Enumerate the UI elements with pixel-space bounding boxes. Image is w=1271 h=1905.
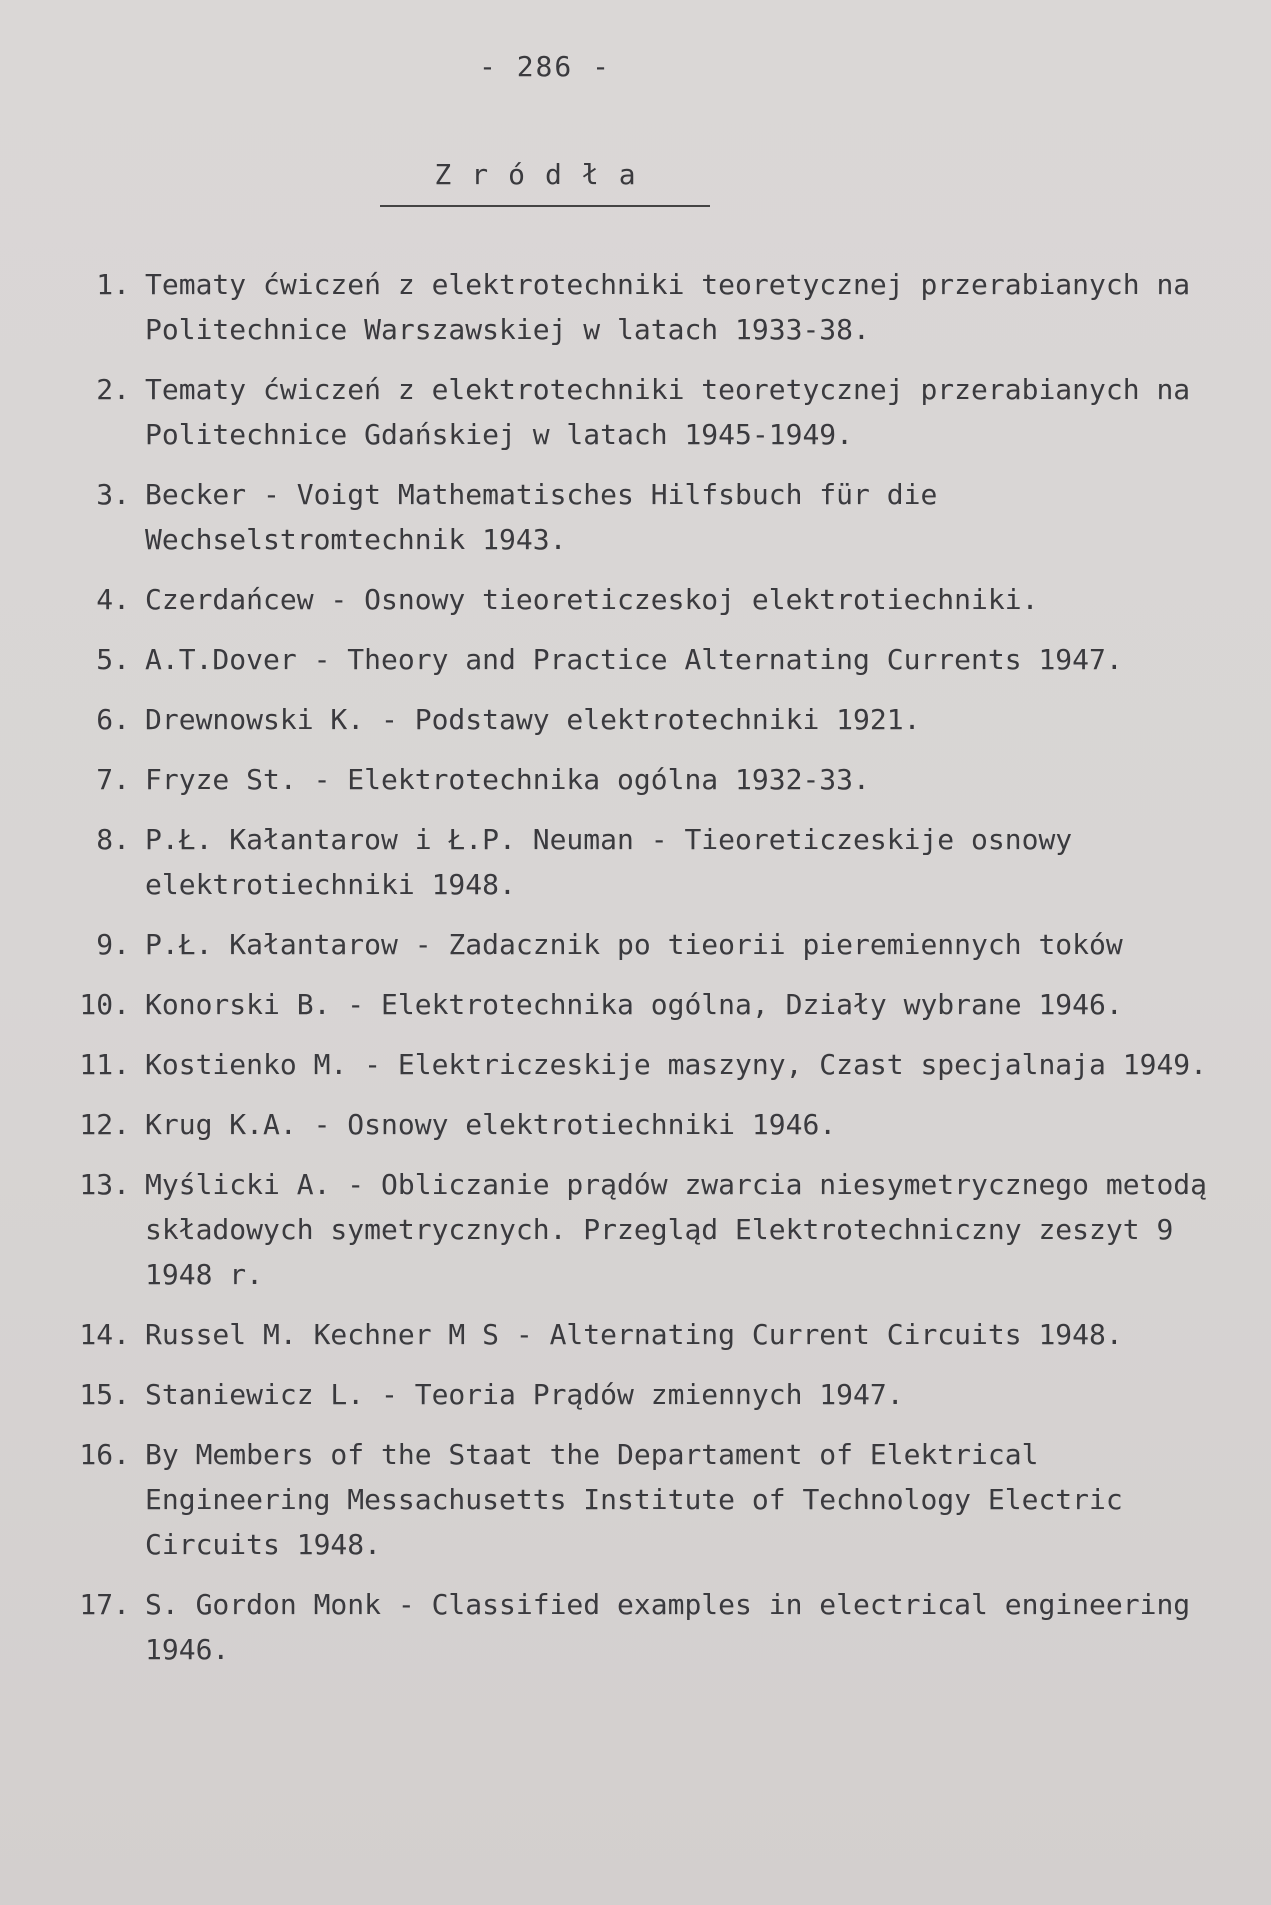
list-item <box>50 367 1240 457</box>
item-text: A.T.Dover - Theory and Practice Alternating Currents 1947. <box>145 643 1123 676</box>
item-number: 12. <box>79 1108 130 1141</box>
item-number: 11. <box>79 1048 130 1081</box>
item-number: 2. <box>96 373 130 406</box>
item-text: Tematy ćwiczeń z elektrotechniki teoretycznej przerabianych na Politechnice Warszawskiej w latach 1933-38. <box>145 268 1191 346</box>
list-item <box>50 922 1240 967</box>
list-item <box>50 1102 1240 1147</box>
list-item <box>50 817 1240 907</box>
item-number: 7. <box>96 763 130 796</box>
list-item <box>50 1432 1240 1567</box>
item-number: 3. <box>96 478 130 511</box>
item-text: Krug K.A. - Osnowy elektrotiechniki 1946. <box>145 1108 837 1141</box>
item-number: 15. <box>79 1378 130 1411</box>
item-text: S. Gordon Monk - Classified examples in electrical engineering 1946. <box>145 1588 1191 1666</box>
list-item <box>50 637 1240 682</box>
item-text: By Members of the Staat the Departament of Elektrical Engineering Messachusetts Institute of Technology Electric Circuits 1948. <box>145 1438 1123 1561</box>
item-text: Czerdańcew - Osnowy tieoreticzeskoj elektrotiechniki. <box>145 583 1039 616</box>
item-number: 8. <box>96 823 130 856</box>
item-number: 4. <box>96 583 130 616</box>
item-text: Staniewicz L. - Teoria Prądów zmiennych 1947. <box>145 1378 904 1411</box>
item-number: 17. <box>79 1588 130 1621</box>
item-number: 6. <box>96 703 130 736</box>
list-item <box>50 1312 1240 1357</box>
list-item <box>50 1582 1240 1672</box>
item-text: Konorski B. - Elektrotechnika ogólna, Działy wybrane 1946. <box>145 988 1123 1021</box>
item-number: 9. <box>96 928 130 961</box>
list-item <box>50 697 1240 742</box>
item-number: 16. <box>79 1438 130 1471</box>
list-item <box>50 472 1240 562</box>
list-item <box>50 577 1240 622</box>
item-text: P.Ł. Kałantarow - Zadacznik po tieorii pieremiennych toków <box>145 928 1123 961</box>
item-number: 5. <box>96 643 130 676</box>
item-text: Kostienko M. - Elektriczeskije maszyny, Czast specjalnaja 1949. <box>145 1048 1208 1081</box>
item-text: Drewnowski K. - Podstawy elektrotechniki 1921. <box>145 703 921 736</box>
page-title: Zródła <box>380 158 710 207</box>
item-text: Myślicki A. - Obliczanie prądów zwarcia niesymetrycznego metodą składowych symetrycznych. Przegląd Elektrotechniczny zeszyt 9 1948 r. <box>145 1168 1208 1291</box>
list-item <box>50 1162 1240 1297</box>
list-item <box>50 757 1240 802</box>
item-text: Tematy ćwiczeń z elektrotechniki teoretycznej przerabianych na Politechnice Gdańskiej w latach 1945-1949. <box>145 373 1191 451</box>
item-number: 10. <box>79 988 130 1021</box>
list-item <box>50 1042 1240 1087</box>
list-item <box>50 982 1240 1027</box>
sources-list <box>50 262 1240 1687</box>
item-number: 13. <box>79 1168 130 1201</box>
item-text: Becker - Voigt Mathematisches Hilfsbuch für die Wechselstromtechnik 1943. <box>145 478 938 556</box>
list-item <box>50 1372 1240 1417</box>
page-number: - 286 - <box>478 50 611 83</box>
list-item <box>50 262 1240 352</box>
item-text: Russel M. Kechner M S - Alternating Current Circuits 1948. <box>145 1318 1123 1351</box>
item-text: Fryze St. - Elektrotechnika ogólna 1932-33. <box>145 763 870 796</box>
item-number: 1. <box>96 268 130 301</box>
item-number: 14. <box>79 1318 130 1351</box>
item-text: P.Ł. Kałantarow i Ł.P. Neuman - Tieoreticzeskije osnowy elektrotiechniki 1948. <box>145 823 1073 901</box>
